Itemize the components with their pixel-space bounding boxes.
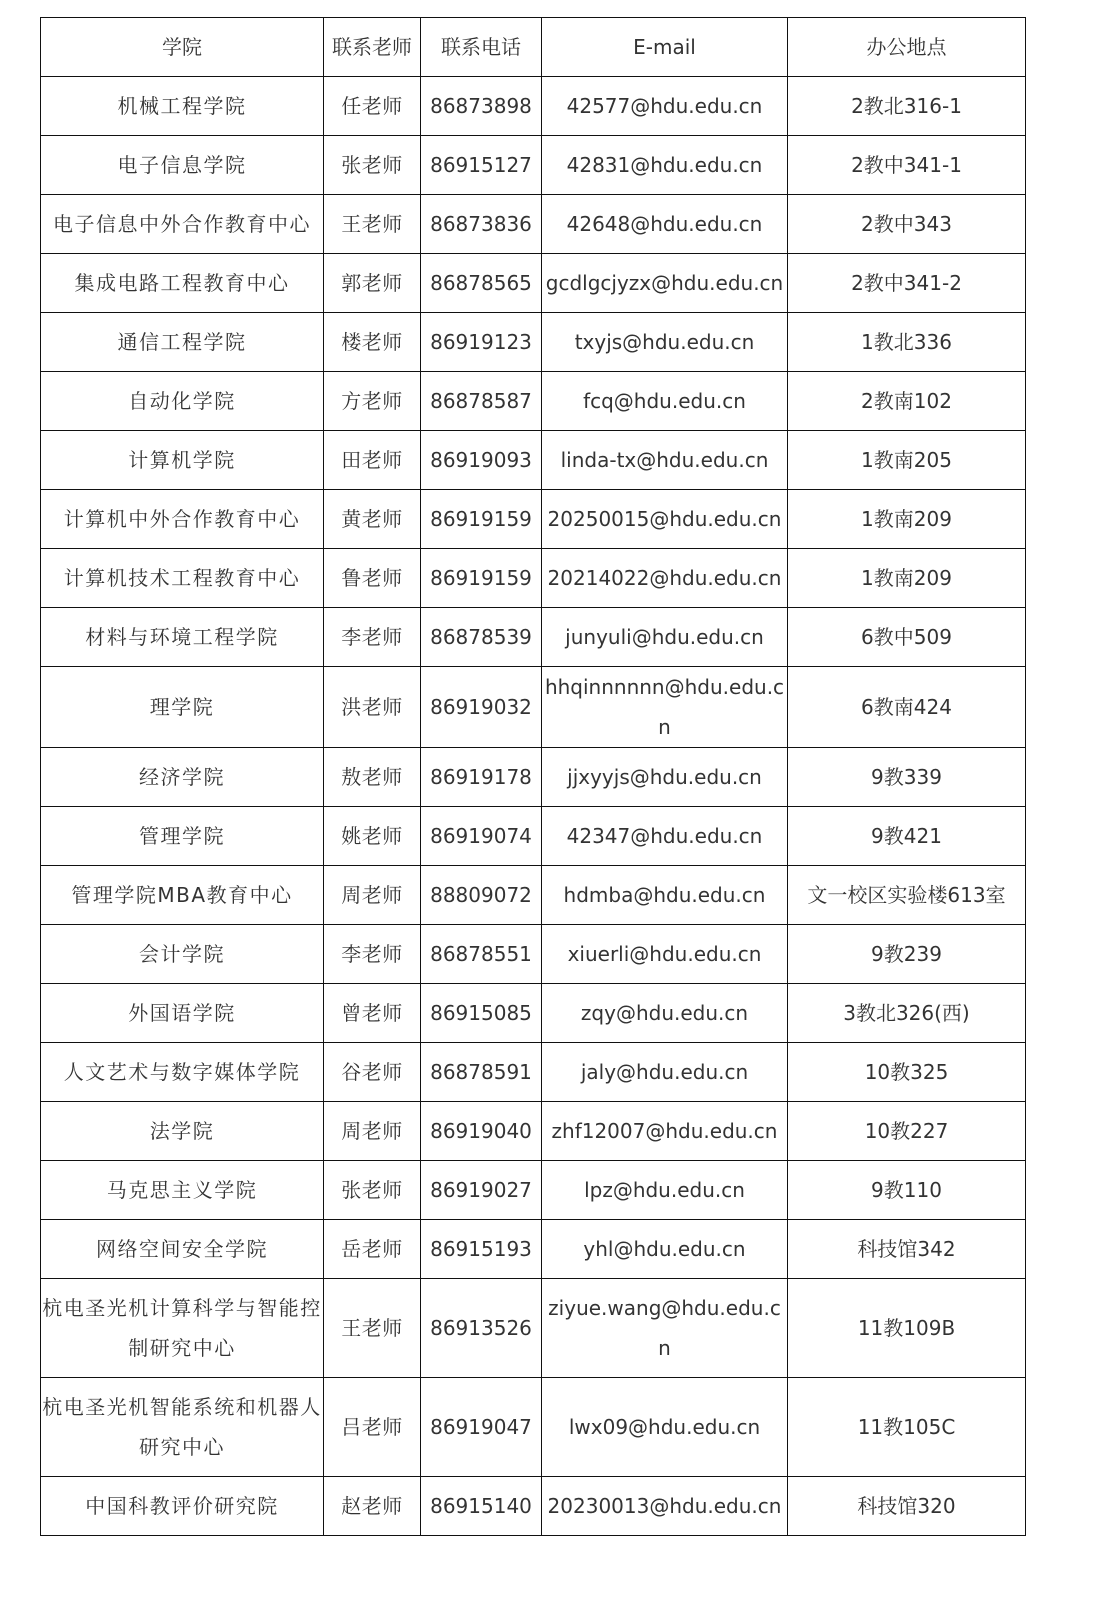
table-row (41, 136, 1026, 195)
teacher-cell: 楼老师 (324, 313, 421, 372)
email-cell: jjxyyjs@hdu.edu.cn (542, 748, 788, 807)
office-cell: 2教中341-1 (788, 136, 1026, 195)
college-cell: 管理学院 (41, 807, 324, 866)
teacher-cell: 黄老师 (324, 490, 421, 549)
email-cell: gcdlgcjyzx@hdu.edu.cn (542, 254, 788, 313)
teacher-cell: 鲁老师 (324, 549, 421, 608)
office-cell: 1教南205 (788, 431, 1026, 490)
college-cell: 计算机技术工程教育中心 (41, 549, 324, 608)
office-cell: 9教110 (788, 1161, 1026, 1220)
office-cell: 1教南209 (788, 490, 1026, 549)
email-cell: 20214022@hdu.edu.cn (542, 549, 788, 608)
header-phone: 联系电话 (421, 18, 542, 77)
office-cell: 9教239 (788, 925, 1026, 984)
email-cell: zhf12007@hdu.edu.cn (542, 1102, 788, 1161)
office-cell: 文一校区实验楼613室 (788, 866, 1026, 925)
phone-cell: 86919123 (421, 313, 542, 372)
college-cell: 材料与环境工程学院 (41, 608, 324, 667)
phone-cell: 86915193 (421, 1220, 542, 1279)
college-cell: 通信工程学院 (41, 313, 324, 372)
email-cell: zqy@hdu.edu.cn (542, 984, 788, 1043)
teacher-cell: 谷老师 (324, 1043, 421, 1102)
table-row (41, 608, 1026, 667)
teacher-cell: 洪老师 (324, 667, 421, 748)
email-cell: junyuli@hdu.edu.cn (542, 608, 788, 667)
email-cell: yhl@hdu.edu.cn (542, 1220, 788, 1279)
teacher-cell: 赵老师 (324, 1477, 421, 1536)
header-college: 学院 (41, 18, 324, 77)
college-cell: 人文艺术与数字媒体学院 (41, 1043, 324, 1102)
phone-cell: 86919093 (421, 431, 542, 490)
teacher-cell: 曾老师 (324, 984, 421, 1043)
table-row (41, 1378, 1026, 1477)
teacher-cell: 岳老师 (324, 1220, 421, 1279)
table-row (41, 748, 1026, 807)
office-cell: 2教中341-2 (788, 254, 1026, 313)
table-row (41, 313, 1026, 372)
table-row (41, 77, 1026, 136)
phone-cell: 86919040 (421, 1102, 542, 1161)
phone-cell: 86915127 (421, 136, 542, 195)
college-cell: 网络空间安全学院 (41, 1220, 324, 1279)
teacher-cell: 郭老师 (324, 254, 421, 313)
phone-cell: 86873898 (421, 77, 542, 136)
table-row (41, 549, 1026, 608)
office-cell: 科技馆342 (788, 1220, 1026, 1279)
phone-cell: 86878591 (421, 1043, 542, 1102)
college-cell: 外国语学院 (41, 984, 324, 1043)
office-cell: 11教109B (788, 1279, 1026, 1378)
phone-cell: 86878565 (421, 254, 542, 313)
college-cell: 杭电圣光机智能系统和机器人研究中心 (41, 1378, 324, 1477)
teacher-cell: 任老师 (324, 77, 421, 136)
table-row (41, 372, 1026, 431)
office-cell: 11教105C (788, 1378, 1026, 1477)
office-cell: 3教北326(西) (788, 984, 1026, 1043)
office-cell: 2教中343 (788, 195, 1026, 254)
phone-cell: 86878587 (421, 372, 542, 431)
teacher-cell: 李老师 (324, 608, 421, 667)
office-cell: 1教北336 (788, 313, 1026, 372)
teacher-cell: 敖老师 (324, 748, 421, 807)
college-cell: 法学院 (41, 1102, 324, 1161)
table-header-row (41, 18, 1026, 77)
college-cell: 电子信息中外合作教育中心 (41, 195, 324, 254)
email-cell: 20230013@hdu.edu.cn (542, 1477, 788, 1536)
header-email: E-mail (542, 18, 788, 77)
office-cell: 9教421 (788, 807, 1026, 866)
email-cell: 42831@hdu.edu.cn (542, 136, 788, 195)
table-row (41, 195, 1026, 254)
table-row (41, 254, 1026, 313)
office-cell: 6教南424 (788, 667, 1026, 748)
contact-table (40, 17, 1026, 1536)
college-cell: 经济学院 (41, 748, 324, 807)
college-cell: 马克思主义学院 (41, 1161, 324, 1220)
college-cell: 集成电路工程教育中心 (41, 254, 324, 313)
college-cell: 计算机中外合作教育中心 (41, 490, 324, 549)
office-cell: 9教339 (788, 748, 1026, 807)
phone-cell: 86878539 (421, 608, 542, 667)
teacher-cell: 张老师 (324, 1161, 421, 1220)
table-row (41, 490, 1026, 549)
office-cell: 科技馆320 (788, 1477, 1026, 1536)
phone-cell: 86873836 (421, 195, 542, 254)
table-row (41, 431, 1026, 490)
header-office: 办公地点 (788, 18, 1026, 77)
table-row (41, 1102, 1026, 1161)
table-row (41, 1477, 1026, 1536)
office-cell: 10教227 (788, 1102, 1026, 1161)
email-cell: 42347@hdu.edu.cn (542, 807, 788, 866)
office-cell: 2教南102 (788, 372, 1026, 431)
email-cell: hhqinnnnnn@hdu.edu.cn (542, 667, 788, 748)
phone-cell: 86919074 (421, 807, 542, 866)
office-cell: 1教南209 (788, 549, 1026, 608)
phone-cell: 86919159 (421, 490, 542, 549)
teacher-cell: 李老师 (324, 925, 421, 984)
email-cell: linda-tx@hdu.edu.cn (542, 431, 788, 490)
teacher-cell: 张老师 (324, 136, 421, 195)
teacher-cell: 方老师 (324, 372, 421, 431)
table-row (41, 866, 1026, 925)
teacher-cell: 王老师 (324, 195, 421, 254)
email-cell: 20250015@hdu.edu.cn (542, 490, 788, 549)
phone-cell: 86919032 (421, 667, 542, 748)
table-row (41, 1279, 1026, 1378)
phone-cell: 86915140 (421, 1477, 542, 1536)
phone-cell: 86915085 (421, 984, 542, 1043)
table-row (41, 1161, 1026, 1220)
college-cell: 机械工程学院 (41, 77, 324, 136)
teacher-cell: 田老师 (324, 431, 421, 490)
phone-cell: 86919047 (421, 1378, 542, 1477)
college-cell: 自动化学院 (41, 372, 324, 431)
email-cell: lwx09@hdu.edu.cn (542, 1378, 788, 1477)
college-cell: 中国科教评价研究院 (41, 1477, 324, 1536)
table-row (41, 1220, 1026, 1279)
phone-cell: 86919159 (421, 549, 542, 608)
table-row (41, 984, 1026, 1043)
email-cell: fcq@hdu.edu.cn (542, 372, 788, 431)
college-cell: 计算机学院 (41, 431, 324, 490)
college-cell: 管理学院MBA教育中心 (41, 866, 324, 925)
table-row (41, 1043, 1026, 1102)
email-cell: jaly@hdu.edu.cn (542, 1043, 788, 1102)
email-cell: xiuerli@hdu.edu.cn (542, 925, 788, 984)
office-cell: 10教325 (788, 1043, 1026, 1102)
college-cell: 电子信息学院 (41, 136, 324, 195)
phone-cell: 86913526 (421, 1279, 542, 1378)
teacher-cell: 周老师 (324, 866, 421, 925)
email-cell: 42577@hdu.edu.cn (542, 77, 788, 136)
table-row (41, 807, 1026, 866)
email-cell: lpz@hdu.edu.cn (542, 1161, 788, 1220)
email-cell: 42648@hdu.edu.cn (542, 195, 788, 254)
college-cell: 杭电圣光机计算科学与智能控制研究中心 (41, 1279, 324, 1378)
college-cell: 会计学院 (41, 925, 324, 984)
teacher-cell: 姚老师 (324, 807, 421, 866)
phone-cell: 86919178 (421, 748, 542, 807)
teacher-cell: 吕老师 (324, 1378, 421, 1477)
office-cell: 6教中509 (788, 608, 1026, 667)
header-teacher: 联系老师 (324, 18, 421, 77)
table-row (41, 667, 1026, 748)
phone-cell: 88809072 (421, 866, 542, 925)
email-cell: hdmba@hdu.edu.cn (542, 866, 788, 925)
phone-cell: 86878551 (421, 925, 542, 984)
table-row (41, 925, 1026, 984)
office-cell: 2教北316-1 (788, 77, 1026, 136)
teacher-cell: 王老师 (324, 1279, 421, 1378)
email-cell: ziyue.wang@hdu.edu.cn (542, 1279, 788, 1378)
email-cell: txyjs@hdu.edu.cn (542, 313, 788, 372)
teacher-cell: 周老师 (324, 1102, 421, 1161)
phone-cell: 86919027 (421, 1161, 542, 1220)
college-cell: 理学院 (41, 667, 324, 748)
